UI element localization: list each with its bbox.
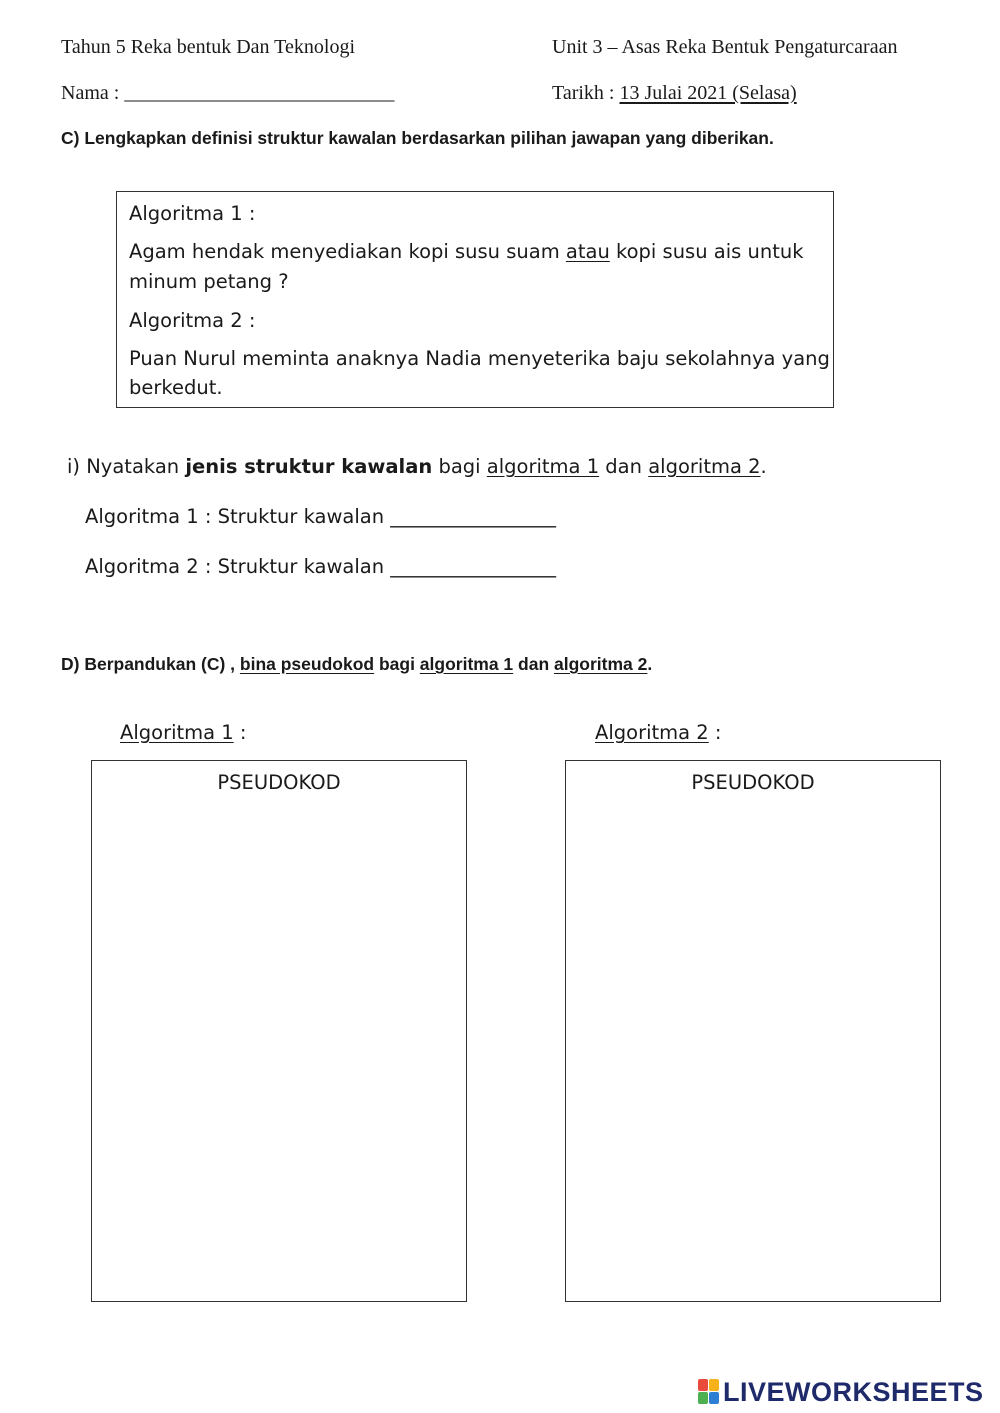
date-row bbox=[552, 82, 797, 105]
section-d-algo2: algoritma 2 bbox=[554, 654, 648, 674]
algo2-title: Algoritma 2 : bbox=[129, 309, 256, 332]
subject-title: Tahun 5 Reka bentuk Dan Teknologi bbox=[61, 36, 355, 58]
section-d-emphasis: bina pseudokod bbox=[239, 654, 375, 674]
section-d-algo1: algoritma 1 bbox=[419, 654, 514, 674]
algo1-keyword-atau: atau bbox=[565, 240, 610, 263]
question-i-algo2: algoritma 2 bbox=[648, 455, 761, 478]
question-i bbox=[67, 455, 767, 478]
pseudocode-box-1-caption: PSEUDOKOD bbox=[217, 771, 341, 794]
date-value: 13 Julai 2021 (Selasa) bbox=[619, 82, 797, 104]
question-i-text: i) Nyatakan bbox=[67, 455, 186, 478]
question-i-emphasis: jenis struktur kawalan bbox=[185, 455, 433, 478]
column-label-suffix: : bbox=[708, 721, 722, 744]
column1-label bbox=[120, 721, 246, 744]
section-d-instruction bbox=[61, 654, 652, 675]
pseudocode-box-2-caption: PSEUDOKOD bbox=[691, 771, 815, 794]
answer1-label: Algoritma 1 : Struktur kawalan bbox=[85, 505, 391, 528]
name-row bbox=[61, 82, 394, 105]
algorithm-scenario-box bbox=[116, 191, 834, 408]
section-d-text: bagi bbox=[374, 654, 420, 674]
algo2-text-line1: Puan Nurul meminta anaknya Nadia menyeterika baju sekolahnya yang bbox=[129, 347, 830, 370]
algo2-text-line2: berkedut. bbox=[129, 376, 223, 399]
pseudocode-box-2[interactable] bbox=[565, 760, 941, 1302]
column1-label-text: Algoritma 1 bbox=[120, 721, 234, 744]
algo1-title: Algoritma 1 : bbox=[129, 202, 256, 225]
answer2-label: Algoritma 2 : Struktur kawalan bbox=[85, 555, 391, 578]
liveworksheets-logo bbox=[698, 1375, 984, 1409]
answer2-blank[interactable]: _________________ bbox=[390, 555, 557, 578]
question-i-text: . bbox=[760, 455, 767, 478]
algo1-text-line2: minum petang ? bbox=[129, 270, 289, 293]
name-blank[interactable]: ___________________________ bbox=[124, 82, 395, 104]
column2-label-text: Algoritma 2 bbox=[595, 721, 709, 744]
question-i-text: dan bbox=[599, 455, 649, 478]
answer1-blank[interactable]: _________________ bbox=[390, 505, 557, 528]
section-d-text: dan bbox=[513, 654, 555, 674]
unit-title: Unit 3 – Asas Reka Bentuk Pengaturcaraan bbox=[552, 36, 898, 58]
section-c-instruction: C) Lengkapkan definisi struktur kawalan berdasarkan pilihan jawapan yang diberikan. bbox=[61, 128, 774, 148]
answer-row-2 bbox=[85, 555, 556, 578]
name-label: Nama : bbox=[61, 82, 120, 104]
section-d-text: D) Berpandukan (C) , bbox=[61, 654, 240, 674]
logo-text: LIVEWORKSHEETS bbox=[723, 1376, 984, 1407]
section-d-text: . bbox=[647, 654, 653, 674]
column-label-suffix: : bbox=[233, 721, 247, 744]
question-i-algo1: algoritma 1 bbox=[486, 455, 600, 478]
algo1-text-part: Agam hendak menyediakan kopi susu suam bbox=[129, 240, 566, 263]
liveworksheets-logo-icon bbox=[698, 1379, 720, 1405]
algo1-text-part: kopi susu ais untuk bbox=[609, 240, 804, 263]
date-label: Tarikh : bbox=[552, 82, 615, 104]
question-i-text: bagi bbox=[432, 455, 487, 478]
answer-row-1 bbox=[85, 505, 556, 528]
pseudocode-box-1[interactable] bbox=[91, 760, 467, 1302]
column2-label bbox=[595, 721, 721, 744]
algo1-text-line1 bbox=[129, 240, 804, 263]
